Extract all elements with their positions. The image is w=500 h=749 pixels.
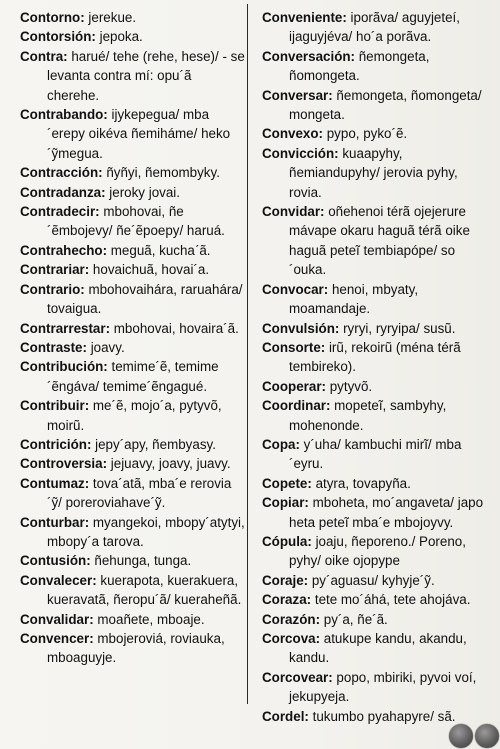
dictionary-entry [262, 280, 484, 319]
dictionary-entry [262, 8, 484, 47]
entry-definition: jejuavy, joavy, juavy. [107, 456, 231, 472]
entry-definition: pypo, pyko´ẽ. [323, 126, 408, 142]
entry-headword: Contorsión: [20, 29, 96, 45]
entry-headword: Convidar: [262, 204, 325, 220]
entry-headword: Cópula: [262, 533, 312, 549]
entry-definition: popo, mbiriki, pyvoi voí, jekupyeja. [289, 669, 477, 705]
dictionary-entry [20, 163, 246, 182]
dictionary-entry [20, 8, 246, 27]
corner-circle-icon [475, 724, 499, 748]
page-corner-badge [449, 722, 500, 749]
left-column [20, 8, 246, 668]
entry-headword: Contribuir: [20, 398, 90, 414]
entry-headword: Convencer: [20, 631, 94, 646]
entry-headword: Corazón: [262, 611, 321, 627]
dictionary-entry [20, 47, 246, 105]
entry-headword: Consorte: [262, 339, 326, 355]
entry-headword: Corcova: [262, 631, 321, 646]
dictionary-entry [262, 493, 484, 532]
entry-definition: myangekoi, mbopy´atytyi, mbopy´a tarova. [47, 514, 245, 549]
dictionary-entry [262, 629, 484, 668]
entry-definition: ryryi, ryryipa/ susũ. [339, 320, 456, 336]
dictionary-entry [20, 474, 246, 513]
entry-headword: Contrario: [20, 281, 85, 297]
entry-definition: mbojeroviá, roviauka, mboaguyje. [47, 631, 225, 666]
dictionary-entry [262, 571, 484, 590]
dictionary-entry [262, 86, 484, 125]
entry-definition: mbohovai, ñe´ẽmbojevy/ ñe´ẽpoepy/ haruá. [47, 204, 225, 239]
dictionary-entry [20, 571, 246, 610]
entry-definition: me´ẽ, mojo´a, pytyvõ, moirũ. [47, 398, 222, 433]
right-column [262, 8, 484, 726]
entry-headword: Copiar: [262, 495, 309, 511]
entry-definition: mopeteĩ, sambyhy, mohenonde. [289, 398, 447, 433]
dictionary-entry [262, 144, 484, 202]
entry-headword: Contradecir: [20, 204, 100, 220]
entry-headword: Convalecer: [20, 572, 97, 588]
dictionary-entry [20, 260, 246, 279]
entry-headword: Coraza: [262, 592, 312, 608]
dictionary-entry [20, 629, 246, 668]
entry-definition: henoi, mbyaty, moamandaje. [289, 281, 419, 317]
dictionary-entry [20, 241, 246, 260]
entry-definition: ñemongeta, ñomongeta/ mongeta. [289, 87, 482, 123]
dictionary-entry [262, 396, 484, 435]
entry-headword: Contrariar: [20, 262, 90, 278]
entry-headword: Contrición: [20, 436, 92, 452]
dictionary-entry [20, 183, 246, 202]
dictionary-entry [262, 377, 484, 396]
dictionary-entry [20, 202, 246, 241]
entry-definition: ijykepegua/ mba´erepy oikéva ñemiháme/ heko´ỹmegua. [47, 107, 231, 161]
column-divider [247, 4, 248, 704]
dictionary-entry [262, 532, 484, 571]
entry-headword: Convicción: [262, 145, 339, 161]
entry-headword: Contraste: [20, 339, 87, 355]
entry-definition: y´uha/ kambuchi mirĩ/ mba´eyru. [289, 436, 462, 472]
corner-circle-icon [449, 724, 473, 748]
entry-definition: ñyñyi, ñemombyky. [102, 165, 220, 181]
entry-definition: atukupe kandu, akandu, kandu. [289, 631, 467, 666]
entry-headword: Coraje: [262, 572, 309, 588]
entry-headword: Contrahecho: [20, 242, 108, 258]
entry-headword: Controversia: [20, 456, 108, 472]
dictionary-entry [20, 105, 246, 163]
entry-definition: mboheta, mo´angaveta/ japo heta peteĩ mba´e mbojoyvy. [289, 495, 484, 530]
entry-definition: ñemongeta, ñomongeta. [289, 48, 430, 84]
entry-definition: irũ, rekoirũ (ména térã tembireko). [289, 339, 461, 375]
entry-definition: tova´atã, mba´e rerovia´ỹ/ poreroviahave´ỹ. [47, 475, 232, 511]
entry-headword: Cooperar: [262, 378, 326, 394]
entry-definition: jepoka. [95, 29, 143, 45]
dictionary-entry [262, 435, 484, 474]
entry-headword: Conveniente: [262, 10, 347, 25]
entry-definition: kuerapota, kuerakuera, kueravatã, ñeropu´ã/ kueraheñã. [47, 572, 242, 608]
dictionary-entry [262, 47, 484, 86]
dictionary-entry [20, 338, 246, 357]
entry-definition: tukumbo pyahapyre/ sã. [308, 708, 456, 724]
entry-headword: Coordinar: [262, 398, 331, 414]
dictionary-entry [20, 280, 246, 319]
entry-definition: py´a, ñe´ã. [320, 611, 388, 627]
entry-definition: hovaichuã, hovai´a. [89, 262, 210, 278]
entry-headword: Contumaz: [20, 475, 90, 491]
entry-definition: harué/ tehe (rehe, hese)/ - se levanta contra mí: opu´ã cherehe. [47, 48, 245, 103]
entry-headword: Convulsión: [262, 320, 340, 336]
entry-definition: joaju, ñeporeno./ Poreno, pyhy/ oike ojopype [289, 533, 466, 569]
entry-headword: Copa: [262, 436, 300, 452]
entry-definition: jepy´apy, ñembyasy. [91, 436, 216, 452]
entry-headword: Contradanza: [20, 184, 106, 200]
entry-headword: Convexo: [262, 126, 324, 142]
dictionary-entry [262, 338, 484, 377]
dictionary-entry [20, 319, 246, 338]
entry-headword: Convocar: [262, 281, 329, 297]
dictionary-entry [262, 202, 484, 280]
dictionary-entry [20, 396, 246, 435]
entry-headword: Copete: [262, 475, 312, 491]
entry-definition: meguã, kuchaˊã. [107, 242, 211, 258]
entry-headword: Conversar: [262, 87, 333, 103]
dictionary-entry [20, 454, 246, 473]
entry-definition: iporãva/ aguyjeteí, ijaguyjéva/ ho´a porãva. [289, 10, 460, 45]
dictionary-entry [20, 27, 246, 46]
entry-headword: Cordel: [262, 708, 309, 724]
dictionary-entry [20, 610, 246, 629]
dictionary-entry [20, 513, 246, 552]
entry-definition: pytyvõ. [326, 378, 373, 394]
entry-definition: jeroky jovai. [105, 184, 180, 200]
dictionary-entry [262, 124, 484, 143]
entry-headword: Contribución: [20, 359, 108, 375]
entry-headword: Corcovear: [262, 669, 333, 685]
entry-headword: Conturbar: [20, 514, 90, 530]
entry-definition: oñehenoi térã ojejerure mávape okaru haguã térã oike haguã peteĩ tembiapópe/ so´ouka. [289, 204, 470, 278]
entry-headword: Contracción: [20, 165, 103, 181]
dictionary-entry [262, 668, 484, 707]
dictionary-entry [262, 610, 484, 629]
dictionary-entry [20, 435, 246, 454]
entry-definition: ñehunga, tunga. [90, 553, 192, 569]
entry-definition: atyra, tovapyña. [311, 475, 411, 491]
entry-definition: mbohovai, hovaira´ã. [110, 320, 239, 336]
entry-headword: Contorno: [20, 10, 85, 25]
dictionary-entry [262, 319, 484, 338]
entry-definition: py´aguasu/ kyhyje´ỹ. [308, 572, 435, 588]
dictionary-entry [262, 474, 484, 493]
entry-definition: kuaapyhy, ñemiandupyhy/ jerovia pyhy, rovia. [289, 145, 458, 200]
entry-definition: temime´ẽ, temime´ẽngáva/ temime´ẽngagué. [47, 359, 219, 394]
entry-headword: Convalidar: [20, 611, 94, 627]
entry-headword: Contrarrestar: [20, 320, 111, 336]
entry-headword: Conversación: [262, 48, 356, 64]
entry-definition: joavy. [86, 339, 125, 355]
dictionary-entry [262, 590, 484, 609]
dictionary-entry [20, 551, 246, 570]
entry-definition: moañete, mboaje. [93, 611, 205, 627]
entry-definition: mbohovaihára, raruahára/ tovaigua. [47, 281, 243, 317]
entry-headword: Contrabando: [20, 107, 108, 123]
entry-definition: jerekue. [84, 10, 137, 25]
entry-headword: Contusión: [20, 553, 91, 569]
entry-definition: tete mo´áhá, tete ahojáva. [311, 592, 471, 608]
dictionary-entry [20, 357, 246, 396]
entry-headword: Contra: [20, 48, 68, 64]
